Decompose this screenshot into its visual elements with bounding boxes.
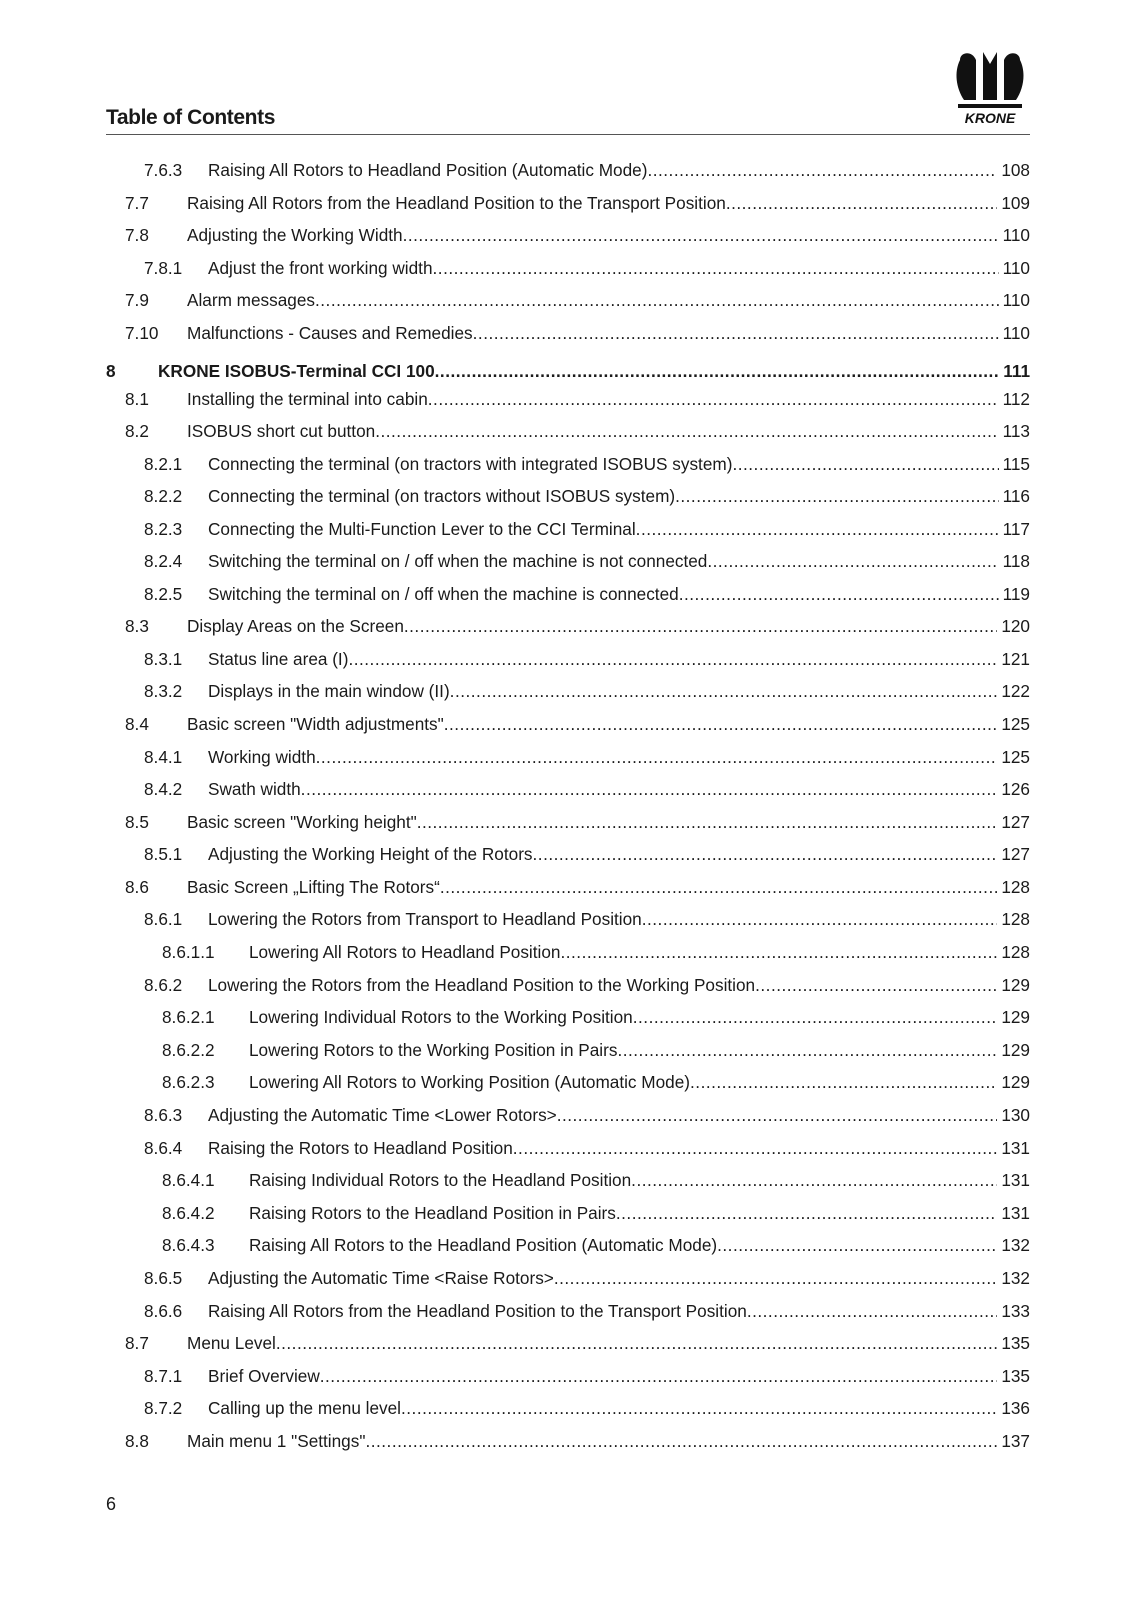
- toc-entry-number: 7.8: [125, 225, 149, 245]
- toc-entry-line: [208, 159, 1030, 181]
- toc-dot-leader: [690, 1071, 997, 1093]
- toc-entry-number: 8.6.4.2: [162, 1203, 215, 1223]
- toc-entry-line: [208, 1267, 1030, 1289]
- toc-dot-leader: [316, 746, 998, 768]
- toc-entry-line: [208, 1104, 1030, 1126]
- toc-entry-page: 113: [1002, 421, 1030, 441]
- toc-dot-leader: [631, 1169, 997, 1191]
- toc-entry-page: 112: [1002, 389, 1030, 409]
- toc-entry-title: Malfunctions - Causes and Remedies: [187, 323, 473, 343]
- toc-dot-leader: [450, 680, 998, 702]
- toc-entry-page: 110: [1002, 290, 1030, 310]
- toc-entry-page: 111: [1003, 361, 1030, 381]
- toc-entry[interactable]: [106, 710, 1030, 738]
- toc-entry[interactable]: [106, 645, 1030, 673]
- toc-entry-title: Displays in the main window (II): [208, 681, 450, 701]
- toc-entry[interactable]: [106, 1199, 1030, 1227]
- toc-entry-number: 7.7: [125, 193, 149, 213]
- toc-dot-leader: [554, 1267, 997, 1289]
- toc-entry-number: 7.6.3: [144, 160, 183, 180]
- toc-dot-leader: [617, 1039, 997, 1061]
- toc-entry-number: 8.6.6: [144, 1301, 183, 1321]
- toc-entry[interactable]: [106, 156, 1030, 184]
- toc-entry-title: Display Areas on the Screen: [187, 616, 404, 636]
- toc-entry-title: KRONE ISOBUS-Terminal CCI 100: [158, 361, 435, 381]
- toc-entry-title: Connecting the terminal (on tractors with integrated ISOBUS system): [208, 454, 733, 474]
- krone-logo-text: KRONE: [964, 110, 1016, 126]
- toc-entry-number: 8.6.2.3: [162, 1072, 215, 1092]
- toc-entry-page: 125: [1001, 747, 1030, 767]
- toc-entry-page: 131: [1001, 1138, 1030, 1158]
- toc-entry-line: [187, 420, 1030, 442]
- toc-entry-number: 8.4.2: [144, 779, 183, 799]
- toc-entry-title: Adjusting the Working Width: [187, 225, 403, 245]
- toc-entry-title: Menu Level: [187, 1333, 276, 1353]
- toc-entry-page: 122: [1001, 681, 1030, 701]
- toc-entry-number: 7.8.1: [144, 258, 183, 278]
- toc-entry[interactable]: [106, 938, 1030, 966]
- toc-entry-line: [158, 360, 1030, 382]
- toc-entry-line: [208, 746, 1030, 768]
- toc-dot-leader: [428, 388, 999, 410]
- toc-entry-line: [208, 778, 1030, 800]
- toc-entry-line: [208, 453, 1030, 475]
- toc-entry-number: 8.2.4: [144, 551, 183, 571]
- toc-entry-line: [187, 322, 1030, 344]
- toc-entry-title: Main menu 1 "Settings": [187, 1431, 366, 1451]
- toc-entry-title: Raising All Rotors from the Headland Position to the Transport Position: [208, 1301, 747, 1321]
- toc-dot-leader: [560, 941, 997, 963]
- toc-entry-page: 129: [1001, 1007, 1030, 1027]
- toc-entry-title: Lowering Individual Rotors to the Working Position: [249, 1007, 633, 1027]
- toc-entry-page: 135: [1001, 1333, 1030, 1353]
- toc-entry-page: 128: [1001, 909, 1030, 929]
- toc-entry-line: [208, 1365, 1030, 1387]
- toc-entry-title: Brief Overview: [208, 1366, 320, 1386]
- toc-dot-leader: [647, 159, 997, 181]
- toc-entry-page: 126: [1001, 779, 1030, 799]
- toc-dot-leader: [636, 518, 999, 540]
- toc-entry-number: 8.4: [125, 714, 149, 734]
- toc-entry-line: [249, 1039, 1030, 1061]
- toc-entry[interactable]: [106, 743, 1030, 771]
- toc-entry-line: [208, 1300, 1030, 1322]
- toc-entry-line: [208, 843, 1030, 865]
- toc-entry-page: 125: [1001, 714, 1030, 734]
- toc-dot-leader: [755, 974, 997, 996]
- toc-entry-line: [187, 1332, 1030, 1354]
- toc-entry-number: 8.6.4: [144, 1138, 183, 1158]
- header-divider: [106, 134, 1030, 135]
- toc-dot-leader: [717, 1234, 997, 1256]
- toc-entry-page: 136: [1001, 1398, 1030, 1418]
- toc-entry-page: 129: [1001, 1040, 1030, 1060]
- toc-entry[interactable]: [106, 1036, 1030, 1064]
- toc-entry-line: [208, 908, 1030, 930]
- toc-dot-leader: [557, 1104, 998, 1126]
- toc-dot-leader: [533, 843, 998, 865]
- toc-entry-title: ISOBUS short cut button: [187, 421, 376, 441]
- toc-entry-title: Calling up the menu level: [208, 1398, 401, 1418]
- toc-entry[interactable]: [106, 189, 1030, 217]
- toc-entry-number: 8.2.1: [144, 454, 183, 474]
- toc-entry-line: [187, 713, 1030, 735]
- toc-entry-number: 8.2: [125, 421, 149, 441]
- krone-logo: [950, 48, 1030, 128]
- toc-dot-leader: [444, 713, 998, 735]
- toc-entry-number: 8.4.1: [144, 747, 183, 767]
- toc-entry-title: Installing the terminal into cabin: [187, 389, 428, 409]
- toc-entry-title: Working width: [208, 747, 316, 767]
- toc-entry-line: [208, 583, 1030, 605]
- toc-entry-line: [187, 388, 1030, 410]
- toc-entry-line: [208, 485, 1030, 507]
- toc-entry-title: Raising Rotors to the Headland Position in Pairs: [249, 1203, 616, 1223]
- toc-dot-leader: [417, 811, 998, 833]
- toc-entry-page: 118: [1002, 551, 1030, 571]
- toc-entry-page: 131: [1001, 1170, 1030, 1190]
- toc-dot-leader: [633, 1006, 998, 1028]
- toc-entry[interactable]: [106, 612, 1030, 640]
- toc-entry-line: [208, 550, 1030, 572]
- toc-entry[interactable]: [106, 775, 1030, 803]
- toc-entry-page: 128: [1001, 877, 1030, 897]
- toc-entry[interactable]: [106, 547, 1030, 575]
- toc-entry-number: 7.10: [125, 323, 159, 343]
- toc-dot-leader: [726, 192, 997, 214]
- toc-entry-page: 137: [1001, 1431, 1030, 1451]
- toc-entry[interactable]: [106, 808, 1030, 836]
- toc-entry[interactable]: [106, 580, 1030, 608]
- toc-entry-title: Connecting the Multi-Function Lever to the CCI Terminal: [208, 519, 636, 539]
- toc-entry-number: 8.3.2: [144, 681, 183, 701]
- toc-entry-number: 8.5: [125, 812, 149, 832]
- toc-entry[interactable]: [106, 1003, 1030, 1031]
- toc-entry-page: 116: [1002, 486, 1030, 506]
- toc-entry-line: [249, 941, 1030, 963]
- toc-entry-line: [187, 1430, 1030, 1452]
- toc-dot-leader: [707, 550, 998, 572]
- toc-entry-number: 8.7: [125, 1333, 149, 1353]
- toc-entry[interactable]: [106, 905, 1030, 933]
- toc-entry-number: 8.6.2: [144, 975, 183, 995]
- toc-entry-title: Lowering the Rotors from the Headland Position to the Working Position: [208, 975, 756, 995]
- toc-dot-leader: [315, 289, 999, 311]
- toc-entry-number: 8.6.3: [144, 1105, 183, 1125]
- toc-entry-number: 8.3: [125, 616, 149, 636]
- toc-entry-page: 110: [1002, 323, 1030, 343]
- toc-dot-leader: [440, 876, 997, 898]
- toc-entry-line: [208, 518, 1030, 540]
- toc-entry[interactable]: [106, 1427, 1030, 1455]
- toc-dot-leader: [401, 1397, 997, 1419]
- toc-dot-leader: [375, 420, 998, 442]
- toc-entry-page: 127: [1001, 812, 1030, 832]
- toc-entry-line: [249, 1006, 1030, 1028]
- toc-entry-title: Raising All Rotors to Headland Position (Automatic Mode): [208, 160, 648, 180]
- toc-entry[interactable]: [106, 357, 1030, 385]
- toc-entry-title: Adjusting the Working Height of the Rotors: [208, 844, 533, 864]
- toc-entry-line: [208, 974, 1030, 996]
- toc-entry-title: Connecting the terminal (on tractors without ISOBUS system): [208, 486, 676, 506]
- toc-entry-page: 132: [1001, 1268, 1030, 1288]
- toc-entry-page: 110: [1002, 258, 1030, 278]
- toc-entry-number: 8.6.1.1: [162, 942, 215, 962]
- toc-entry-title: Basic Screen „Lifting The Rotors“: [187, 877, 440, 897]
- toc-entry-title: Lowering the Rotors from Transport to Headland Position: [208, 909, 642, 929]
- toc-entry-number: 8.1: [125, 389, 149, 409]
- toc-entry-line: [187, 876, 1030, 898]
- toc-entry[interactable]: [106, 221, 1030, 249]
- toc-entry-number: 7.9: [125, 290, 149, 310]
- toc-entry-number: 8.7.2: [144, 1398, 183, 1418]
- toc-entry-line: [208, 1137, 1030, 1159]
- toc-dot-leader: [348, 648, 997, 670]
- toc-entry-title: Adjust the front working width: [208, 258, 433, 278]
- page-number: 6: [106, 1494, 117, 1514]
- toc-dot-leader: [473, 322, 999, 344]
- toc-entry-title: Raising Individual Rotors to the Headland Position: [249, 1170, 632, 1190]
- toc-entry-page: 133: [1001, 1301, 1030, 1321]
- toc-entry-title: Raising All Rotors to the Headland Position (Automatic Mode): [249, 1235, 718, 1255]
- toc-entry-page: 115: [1002, 454, 1030, 474]
- toc-entry-title: Switching the terminal on / off when the machine is connected: [208, 584, 679, 604]
- toc-entry-number: 8.2.5: [144, 584, 183, 604]
- toc-entry-title: Raising the Rotors to Headland Position: [208, 1138, 513, 1158]
- toc-dot-leader: [320, 1365, 998, 1387]
- toc-entry-page: 131: [1001, 1203, 1030, 1223]
- toc-entry-page: 119: [1002, 584, 1030, 604]
- toc-entry-number: 8.7.1: [144, 1366, 183, 1386]
- toc-entry[interactable]: [106, 1134, 1030, 1162]
- toc-entry-title: Adjusting the Automatic Time <Lower Rotors>: [208, 1105, 557, 1125]
- toc-entry-title: Raising All Rotors from the Headland Position to the Transport Position: [187, 193, 726, 213]
- toc-entry-line: [187, 615, 1030, 637]
- toc-entry-page: 129: [1001, 975, 1030, 995]
- toc-dot-leader: [404, 615, 997, 637]
- toc-dot-leader: [513, 1137, 998, 1159]
- toc-entry[interactable]: [106, 385, 1030, 413]
- toc-entry-line: [187, 289, 1030, 311]
- toc-entry-number: 8.6.1: [144, 909, 183, 929]
- toc-entry-page: 127: [1001, 844, 1030, 864]
- toc-entry-line: [208, 648, 1030, 670]
- toc-entry-page: 135: [1001, 1366, 1030, 1386]
- toc-entry-number: 8.2.3: [144, 519, 183, 539]
- toc-dot-leader: [616, 1202, 997, 1224]
- toc-entry[interactable]: [106, 319, 1030, 347]
- toc-entry[interactable]: [106, 873, 1030, 901]
- toc-entry-line: [187, 192, 1030, 214]
- toc-entry-line: [187, 811, 1030, 833]
- toc-dot-leader: [747, 1300, 997, 1322]
- toc-entry[interactable]: [106, 971, 1030, 999]
- toc-entry-title: Lowering All Rotors to Headland Position: [249, 942, 561, 962]
- toc-dot-leader: [435, 360, 1000, 382]
- toc-entry[interactable]: [106, 254, 1030, 282]
- toc-entry[interactable]: [106, 1101, 1030, 1129]
- toc-entry-line: [208, 680, 1030, 702]
- toc-entry-title: Adjusting the Automatic Time <Raise Rotors>: [208, 1268, 554, 1288]
- toc-entry-line: [208, 1397, 1030, 1419]
- toc-entry[interactable]: [106, 286, 1030, 314]
- toc-entry-line: [187, 224, 1030, 246]
- toc-entry-page: 132: [1001, 1235, 1030, 1255]
- toc-entry-line: [249, 1169, 1030, 1191]
- toc-entry[interactable]: [106, 840, 1030, 868]
- toc-entry-page: 120: [1001, 616, 1030, 636]
- toc-dot-leader: [679, 583, 999, 605]
- toc-entry[interactable]: [106, 1297, 1030, 1325]
- toc-entry-title: Alarm messages: [187, 290, 315, 310]
- toc-entry-page: 117: [1002, 519, 1030, 539]
- toc-entry-line: [249, 1071, 1030, 1093]
- toc-entry-title: Swath width: [208, 779, 301, 799]
- page-header: [106, 48, 1030, 134]
- toc-entry-number: 8: [106, 361, 116, 381]
- toc-entry-title: Lowering All Rotors to Working Position (Automatic Mode): [249, 1072, 691, 1092]
- toc-entry[interactable]: [106, 515, 1030, 543]
- toc-entry[interactable]: [106, 677, 1030, 705]
- toc-entry[interactable]: [106, 417, 1030, 445]
- toc-entry-number: 8.6.5: [144, 1268, 183, 1288]
- toc-entry-page: 108: [1001, 160, 1030, 180]
- toc-entry-page: 121: [1001, 649, 1030, 669]
- toc-entry-page: 130: [1001, 1105, 1030, 1125]
- toc-entry-number: 8.6.2.1: [162, 1007, 215, 1027]
- toc-entry[interactable]: [106, 1166, 1030, 1194]
- toc-dot-leader: [732, 453, 998, 475]
- toc-entry-title: Basic screen "Working height": [187, 812, 417, 832]
- toc-entry[interactable]: [106, 1231, 1030, 1259]
- toc-entry-number: 8.3.1: [144, 649, 183, 669]
- toc-dot-leader: [642, 908, 998, 930]
- toc-entry-line: [249, 1234, 1030, 1256]
- toc-entry[interactable]: [106, 1264, 1030, 1292]
- toc-dot-leader: [675, 485, 998, 507]
- toc-entry-page: 109: [1001, 193, 1030, 213]
- toc-entry-page: 129: [1001, 1072, 1030, 1092]
- toc-entry-number: 8.6: [125, 877, 149, 897]
- toc-entry-number: 8.2.2: [144, 486, 183, 506]
- toc-dot-leader: [403, 224, 999, 246]
- toc-entry[interactable]: [106, 1362, 1030, 1390]
- toc-entry-title: Switching the terminal on / off when the machine is not connected: [208, 551, 708, 571]
- toc-dot-leader: [276, 1332, 997, 1354]
- toc-entry[interactable]: [106, 1329, 1030, 1357]
- toc-entry-title: Basic screen "Width adjustments": [187, 714, 444, 734]
- toc-entry-line: [249, 1202, 1030, 1224]
- toc-dot-leader: [301, 778, 998, 800]
- toc-entry[interactable]: [106, 482, 1030, 510]
- toc-entry-title: Status line area (I): [208, 649, 349, 669]
- toc-entry[interactable]: [106, 450, 1030, 478]
- toc-dot-leader: [365, 1430, 997, 1452]
- toc-entry-number: 8.8: [125, 1431, 149, 1451]
- toc-entry-number: 8.5.1: [144, 844, 183, 864]
- toc-entry[interactable]: [106, 1394, 1030, 1422]
- toc-entry-number: 8.6.4.1: [162, 1170, 215, 1190]
- page-title: Table of Contents: [106, 106, 275, 129]
- toc-entry-page: 110: [1002, 225, 1030, 245]
- toc-entry-number: 8.6.4.3: [162, 1235, 215, 1255]
- toc-entry-page: 128: [1001, 942, 1030, 962]
- toc-entry[interactable]: [106, 1068, 1030, 1096]
- toc-entry-line: [208, 257, 1030, 279]
- toc-entry-number: 8.6.2.2: [162, 1040, 215, 1060]
- toc-entry-title: Lowering Rotors to the Working Position in Pairs: [249, 1040, 618, 1060]
- toc-dot-leader: [433, 257, 999, 279]
